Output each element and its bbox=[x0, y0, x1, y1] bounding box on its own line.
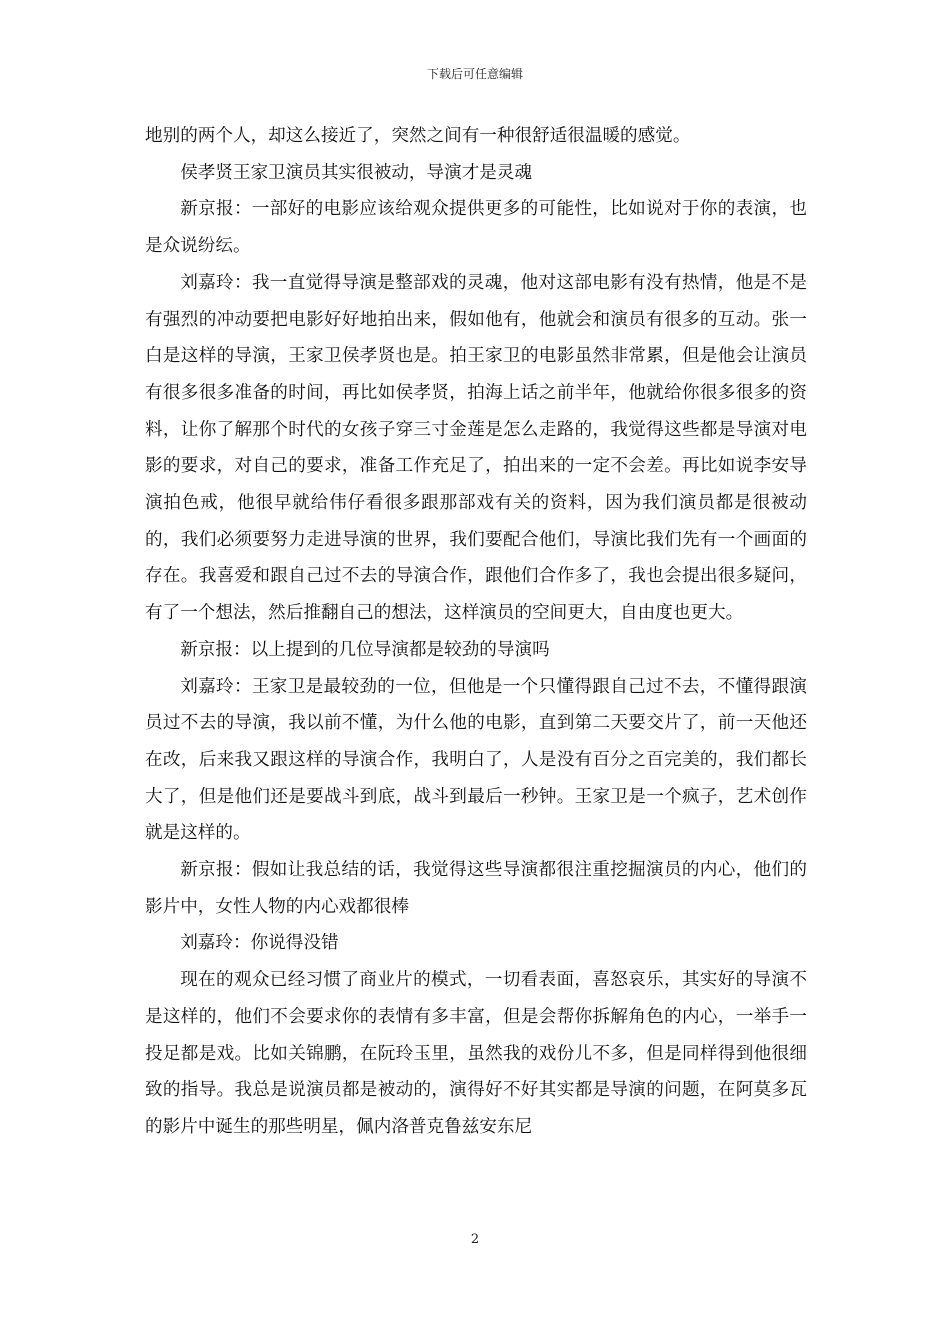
paragraph-question: 新京报：假如让我总结的话，我觉得这些导演都很注重挖掘演员的内心，他们的影片中，女性人物的内心戏都很棒 bbox=[145, 860, 807, 917]
paragraph-answer: 刘嘉玲：我一直觉得导演是整部戏的灵魂，他对这部电影有没有热情，他是不是有强烈的冲动要把电影好好地拍出来，假如他有，他就会和演员有很多的互动。张一白是这样的导演，王家卫侯孝贤也是。拍王家卫的电影虽然非常累，但是他会让演员有很多很多准备的时间，再比如侯孝贤，拍海上话之前半年，他就给你很多很多的资料，让你了解那个时代的女孩子穿三寸金莲是怎么走路的，我觉得这些都是导演对电影的要求，对自己的要求，准备工作充足了，拍出来的一定不会差。再比如说李安导演拍色戒，他很早就给伟仔看很多跟那部戏有关的资料，因为我们演员都是很被动的，我们必须要努力走进导演的世界，我们要配合他们，导演比我们先有一个画面的存在。我喜爱和跟自己过不去的导演合作，跟他们合作多了，我也会提出很多疑问，有了一个想法，然后推翻自己的想法，这样演员的空间更大，自由度也更大。 bbox=[145, 272, 807, 624]
page-number: 2 bbox=[470, 1232, 480, 1247]
article-body bbox=[145, 118, 807, 1146]
paragraph-continuation: 地别的两个人，却这么接近了，突然之间有一种很舒适很温暖的感觉。 bbox=[145, 126, 691, 146]
paragraph-answer: 刘嘉玲：你说得没错 bbox=[180, 933, 339, 954]
paragraph-answer: 刘嘉玲：王家卫是最较劲的一位，但他是一个只懂得跟自己过不去，不懂得跟演员过不去的导演，我以前不懂，为什么他的电影，直到第二天要交片了，前一天他还在改，后来我又跟这样的导演合作，我明白了，人是没有百分之百完美的，我们都长大了，但是他们还是要战斗到底，战斗到最后一秒钟。王家卫是一个疯子，艺术创作就是这样的。 bbox=[145, 676, 807, 844]
paragraph-body: 现在的观众已经习惯了商业片的模式，一切看表面，喜怒哀乐，其实好的导演不是这样的，他们不会要求你的表情有多丰富，但是会帮你拆解角色的内心，一举手一投足都是戏。比如关锦鹏，在阮玲玉里，虽然我的戏份儿不多，但是同样得到他很细致的指导。我总是说演员都是被动的，演得好不好其实都是导演的问题，在阿莫多瓦的影片中诞生的那些明星，佩内洛普克鲁兹安东尼 bbox=[145, 970, 807, 1137]
page-header: 下载后可任意编辑 bbox=[426, 67, 523, 81]
paragraph-question: 新京报：一部好的电影应该给观众提供更多的可能性，比如说对于你的表演，也是众说纷纭。 bbox=[145, 199, 807, 257]
paragraph-question: 新京报：以上提到的几位导演都是较劲的导演吗 bbox=[180, 639, 550, 660]
section-heading: 侯孝贤王家卫演员其实很被动，导演才是灵魂 bbox=[180, 162, 533, 183]
